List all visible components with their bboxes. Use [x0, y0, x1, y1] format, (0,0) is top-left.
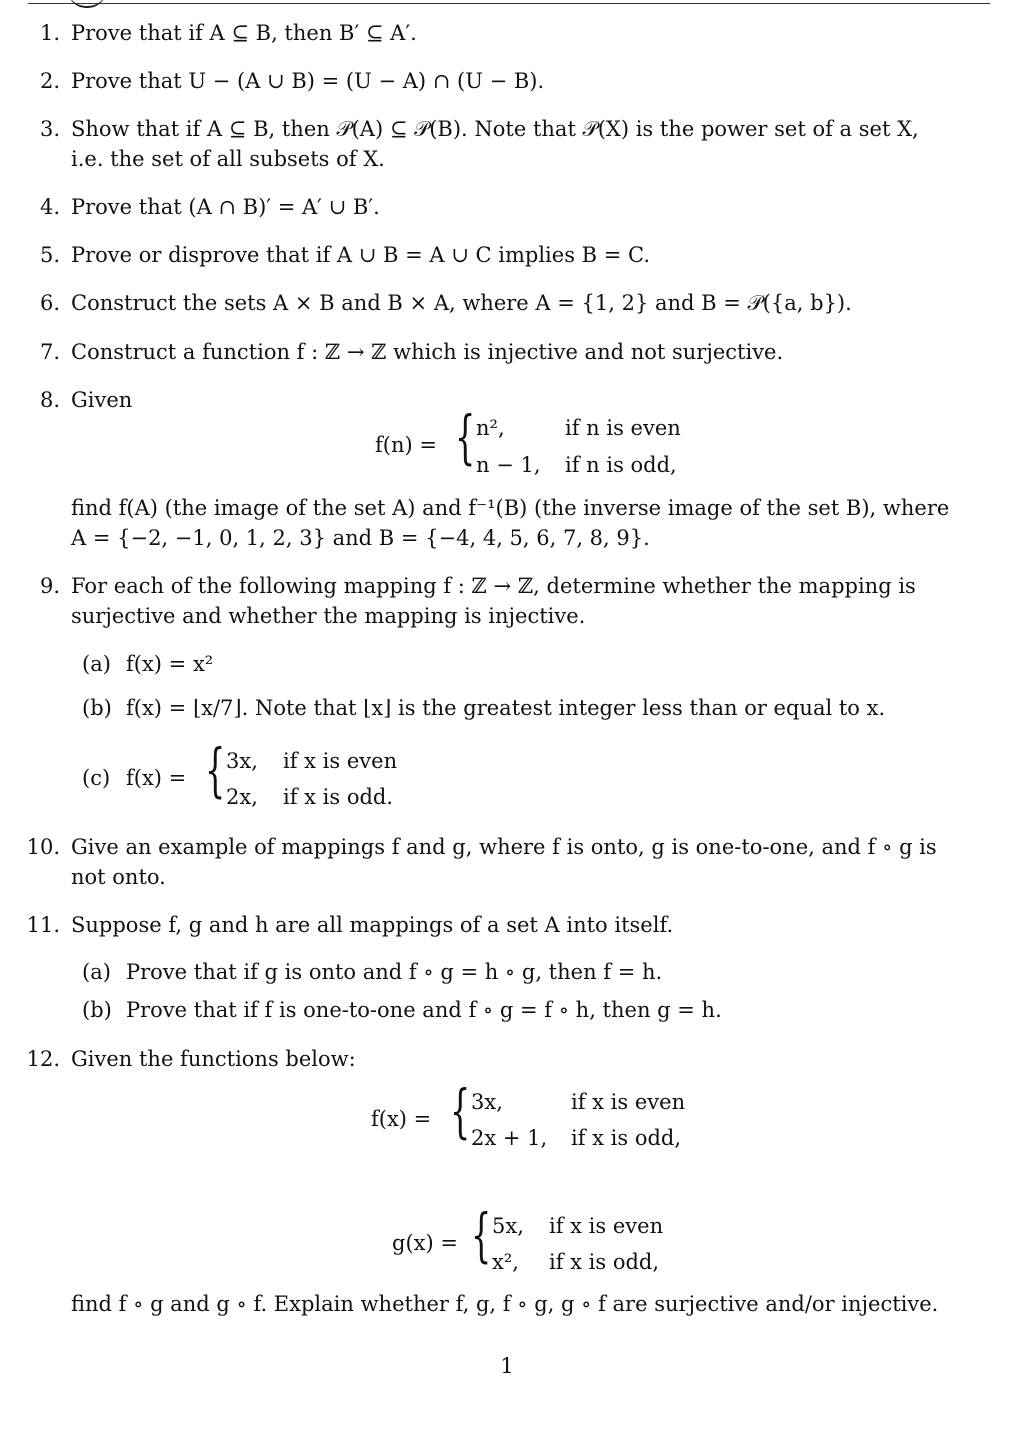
problem-7-number: 7. [39, 340, 60, 364]
problem-1-number: 1. [39, 21, 60, 45]
problem-4-text: Prove that (A ∩ B)′ = A′ ∪ B′. [71, 195, 380, 219]
header-glyph-fragment [68, 0, 106, 8]
problem-8-text: Given [71, 388, 133, 412]
problem-3-text-line2: i.e. the set of all subsets of X. [71, 147, 385, 171]
f-lhs: f(x) = [371, 1107, 432, 1131]
problem-9-text-line2: surjective and whether the mapping is injective. [71, 604, 586, 628]
problem-12-after: find f ∘ g and g ∘ f. Explain whether f, g, f ∘ g, g ∘ f are surjective and/or injective. [71, 1292, 939, 1316]
problem-1-text: Prove that if A ⊆ B, then B′ ⊆ A′. [71, 21, 417, 45]
f-case-2: 2x + 1, [471, 1126, 548, 1150]
header-rule [28, 3, 990, 4]
piecewise-lhs: f(n) = [375, 433, 437, 457]
problem-9c-case-1: 3x, [226, 749, 258, 773]
problem-11-text: Suppose f, g and h are all mappings of a set A into itself. [71, 913, 674, 937]
problem-4-number: 4. [39, 195, 60, 219]
problem-11b-text: Prove that if f is one-to-one and f ∘ g = f ∘ h, then g = h. [126, 998, 722, 1022]
f-cond-1: if x is even [571, 1090, 686, 1114]
problem-9c-brace: { [205, 736, 226, 804]
problem-9-text-line1: For each of the following mapping f : ℤ → ℤ, determine whether the mapping is [71, 574, 916, 598]
problem-9c-case-2: 2x, [226, 785, 258, 809]
problem-10-number: 10. [26, 835, 60, 859]
problem-8-after-line1 [71, 498, 989, 519]
problem-6-text: Construct the sets A × B and B × A, where A = {1, 2} and B = 𝒫({a, b}). [71, 291, 852, 315]
problem-11a-text: Prove that if g is onto and f ∘ g = h ∘ g, then f = h. [126, 960, 663, 984]
problem-8-number: 8. [39, 388, 60, 412]
problem-8-after-line1-text: find f(A) (the image of the set A) and f⁻¹(B) (the inverse image of the set B), where [71, 496, 950, 520]
problem-9c-cond-2: if x is odd. [283, 785, 394, 809]
page-number: 1 [500, 1354, 514, 1378]
f-case-1: 3x, [471, 1090, 503, 1114]
problem-5-number: 5. [39, 243, 60, 267]
piecewise-brace: { [455, 403, 476, 471]
problem-9c-lhs: f(x) = [126, 766, 187, 790]
problem-2-text: Prove that U − (A ∪ B) = (U − A) ∩ (U − B). [71, 69, 545, 93]
problem-12-text: Given the functions below: [71, 1047, 356, 1071]
g-cond-1: if x is even [549, 1214, 664, 1238]
problem-9b-label: (b) [82, 696, 112, 720]
g-lhs: g(x) = [392, 1231, 458, 1255]
g-cond-2: if x is odd, [549, 1250, 660, 1274]
problem-9a-label: (a) [82, 652, 111, 676]
problem-6-number: 6. [39, 291, 60, 315]
problem-3-text-line1: Show that if A ⊆ B, then 𝒫(A) ⊆ 𝒫(B). Note that 𝒫(X) is the power set of a set X, [71, 117, 919, 141]
f-brace: { [450, 1077, 471, 1145]
problem-11b-label: (b) [82, 998, 112, 1022]
problem-9c-label: (c) [82, 766, 111, 790]
problem-2-number: 2. [39, 69, 60, 93]
f-cond-2: if x is odd, [571, 1126, 682, 1150]
problem-9b-text: f(x) = ⌊x/7⌋. Note that ⌊x⌋ is the greatest integer less than or equal to x. [126, 696, 886, 720]
problem-5-text: Prove or disprove that if A ∪ B = A ∪ C implies B = C. [71, 243, 651, 267]
problem-9c-cond-1: if x is even [283, 749, 398, 773]
problem-3-number: 3. [39, 117, 60, 141]
problem-9a-text: f(x) = x² [126, 652, 214, 676]
piecewise-case-2: n − 1, [476, 453, 541, 477]
problem-10-text-line1: Give an example of mappings f and g, where f is onto, g is one-to-one, and f ∘ g is [71, 835, 937, 859]
problem-7-text: Construct a function f : ℤ → ℤ which is injective and not surjective. [71, 340, 784, 364]
problem-11a-label: (a) [82, 960, 111, 984]
g-brace: { [471, 1201, 492, 1269]
piecewise-case-1: n², [476, 416, 505, 440]
g-case-2: x², [492, 1250, 519, 1274]
g-case-1: 5x, [492, 1214, 524, 1238]
problem-9-number: 9. [39, 574, 60, 598]
piecewise-cond-2: if n is odd, [565, 453, 677, 477]
problem-8-after-line2: A = {−2, −1, 0, 1, 2, 3} and B = {−4, 4, 5, 6, 7, 8, 9}. [71, 526, 650, 550]
piecewise-cond-1: if n is even [565, 416, 681, 440]
problem-10-text-line2: not onto. [71, 865, 166, 889]
problem-11-number: 11. [26, 913, 60, 937]
problem-12-number: 12. [26, 1047, 60, 1071]
